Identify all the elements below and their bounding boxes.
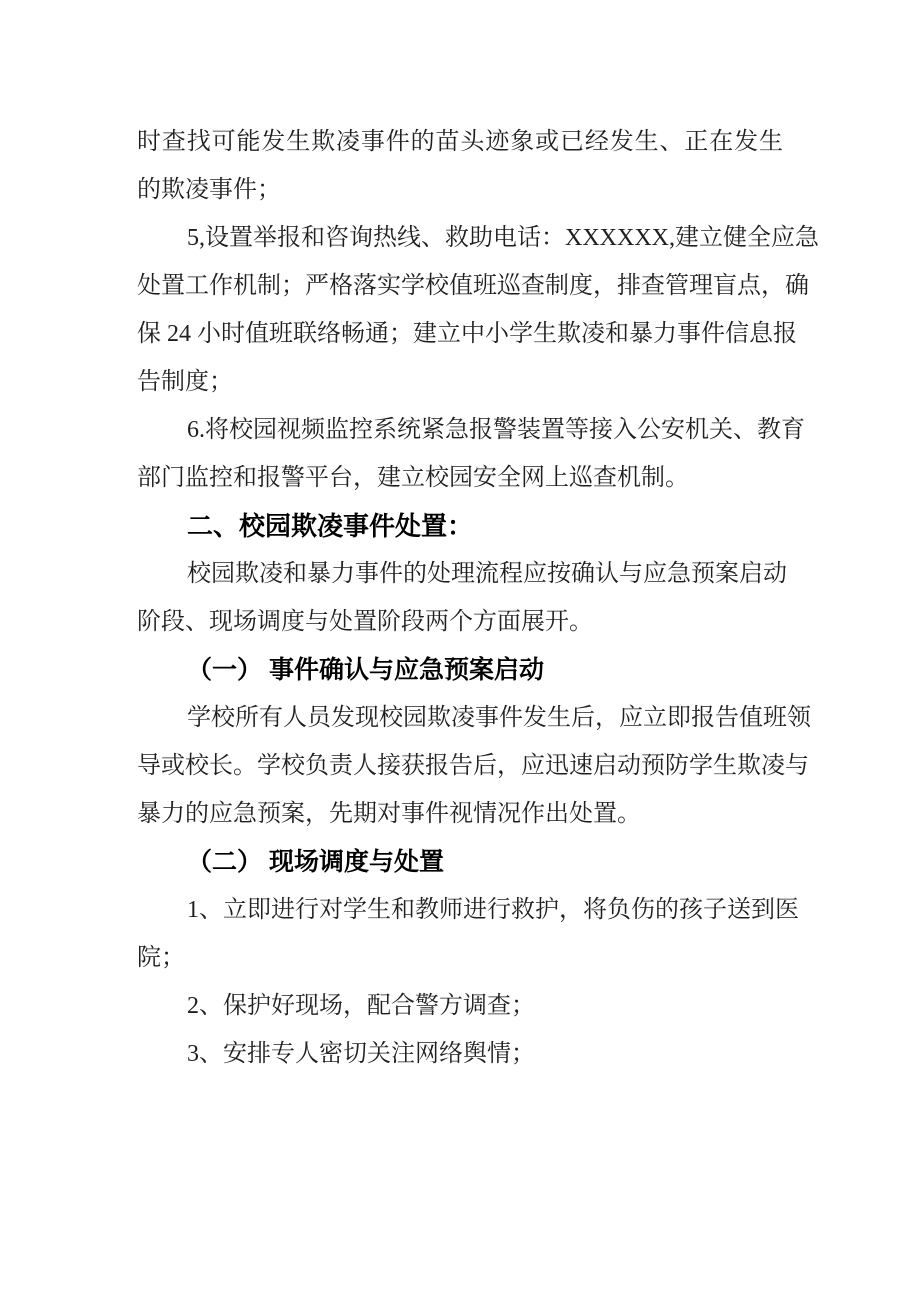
section-heading-2: 二、校园欺凌事件处置： — [187, 511, 474, 541]
doc-line-13: 学校所有人员发现校园欺凌事件发生后，应立即报告值班领 — [187, 705, 811, 731]
doc-line-03: 5,设置举报和咨询热线、救助电话：XXXXXX,建立健全应急 — [187, 225, 819, 251]
doc-line-17: 1、立即进行对学生和教师进行救护，将负伤的孩子送到医 — [187, 897, 799, 923]
doc-line-04: 处置工作机制；严格落实学校值班巡查制度，排查管理盲点，确 — [137, 273, 809, 299]
doc-line-07: 6.将校园视频监控系统紧急报警装置等接入公安机关、教育 — [187, 417, 805, 443]
doc-line-15: 暴力的应急预案，先期对事件视情况作出处置。 — [137, 801, 641, 827]
doc-line-02: 的欺凌事件； — [137, 177, 281, 203]
subsection-heading-2: （二） 现场调度与处置 — [187, 848, 444, 876]
doc-line-10: 校园欺凌和暴力事件的处理流程应按确认与应急预案启动 — [187, 561, 787, 587]
doc-line-08: 部门监控和报警平台，建立校园安全网上巡查机制。 — [137, 465, 689, 491]
doc-line-19: 2、保护好现场，配合警方调查； — [187, 993, 535, 1019]
doc-line-20: 3、安排专人密切关注网络舆情； — [187, 1041, 535, 1067]
document-body — [137, 118, 819, 1078]
doc-line-06: 告制度； — [137, 369, 233, 395]
subsection-heading-1: （一） 事件确认与应急预案启动 — [187, 656, 544, 684]
doc-line-01: 时查找可能发生欺凌事件的苗头迹象或已经发生、正在发生 — [137, 129, 783, 155]
doc-line-05: 保 24 小时值班联络畅通；建立中小学生欺凌和暴力事件信息报 — [137, 321, 797, 347]
doc-line-18: 院； — [137, 945, 185, 971]
doc-line-11: 阶段、现场调度与处置阶段两个方面展开。 — [137, 609, 593, 635]
doc-line-14: 导或校长。学校负责人接获报告后，应迅速启动预防学生欺凌与 — [137, 753, 809, 779]
